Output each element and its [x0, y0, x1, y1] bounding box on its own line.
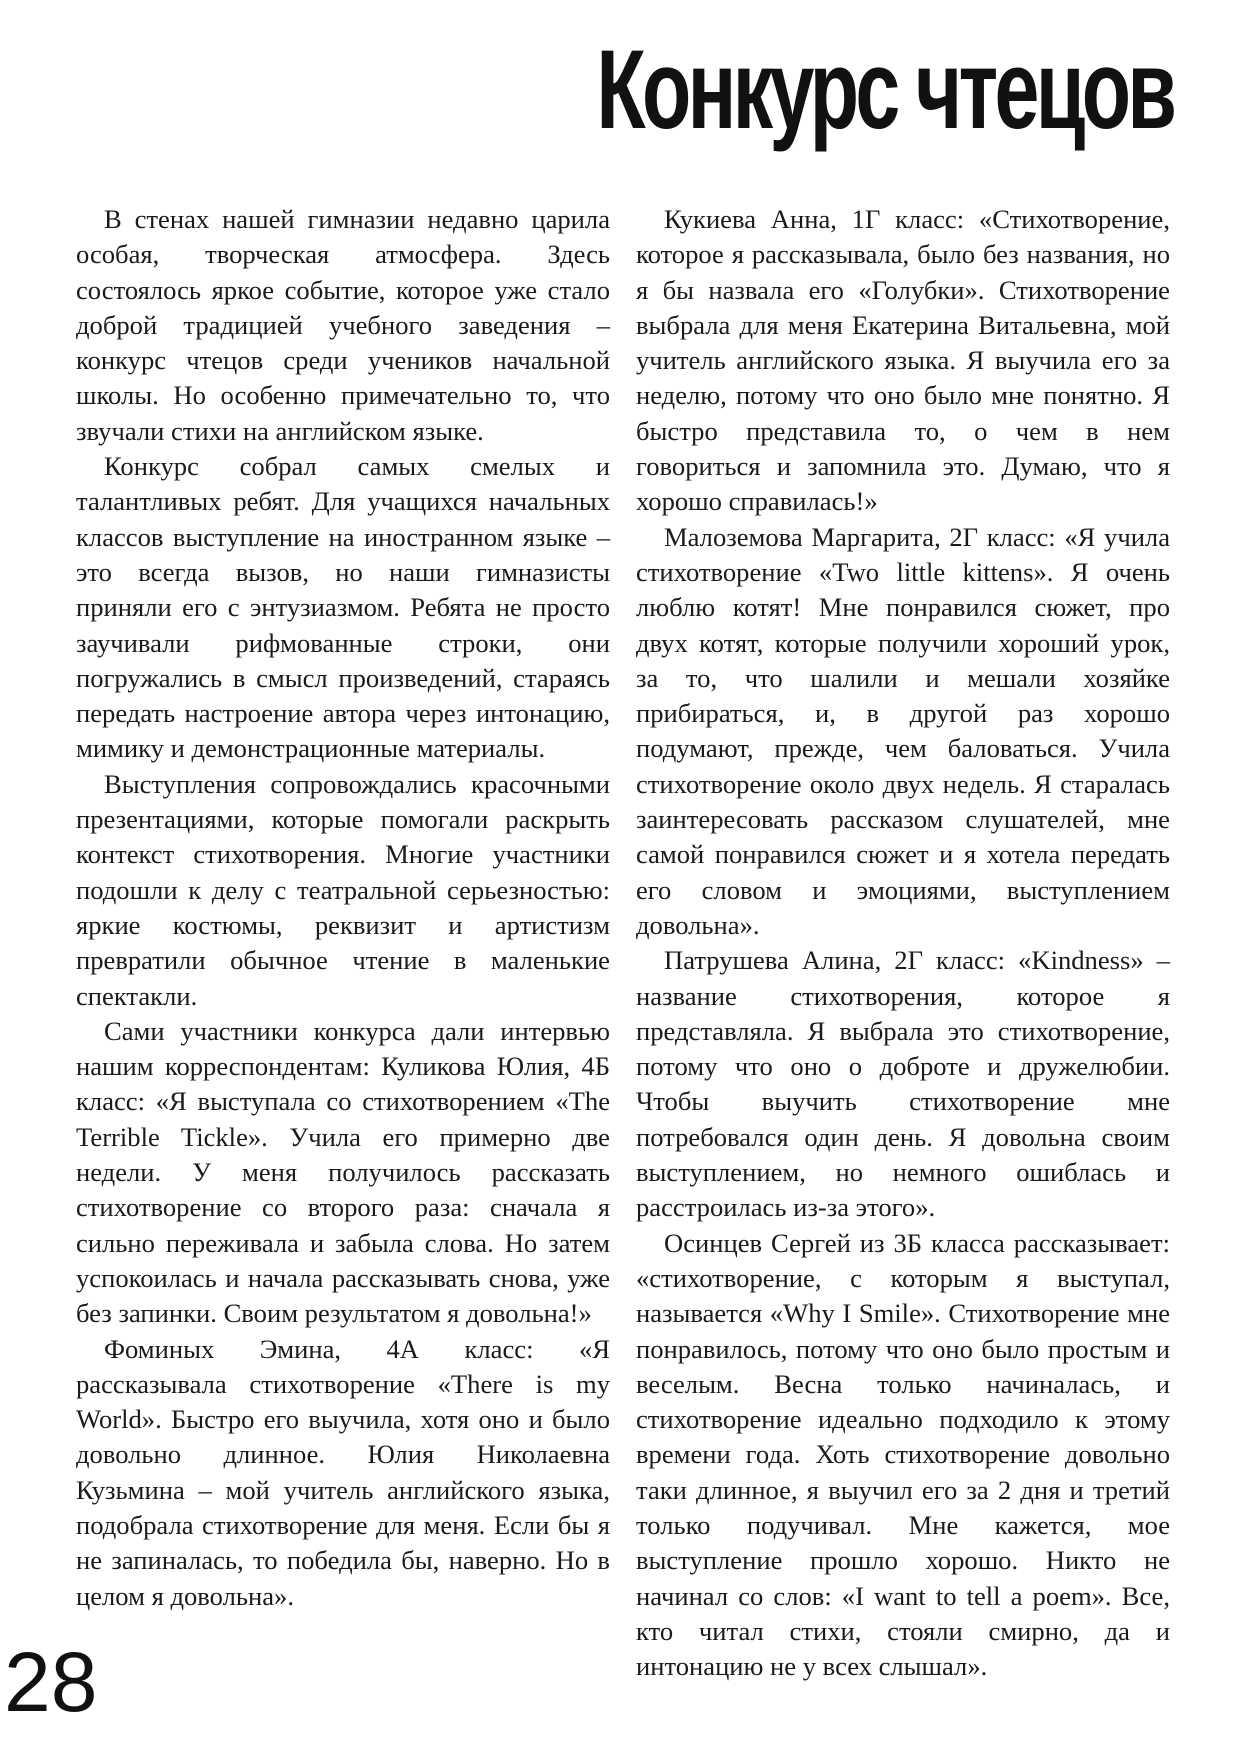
article-title: Конкурс чтецов — [595, 27, 1173, 152]
paragraph: В стенах нашей гимназии недавно царила особая, творческая атмосфера. Здесь состоялось яркое событие, которое уже стало доброй традицией учебного заведения – конкурс чтецов среди учеников начальной школы. Но особенно примечательно то, что звучали стихи на английском языке. — [76, 204, 610, 446]
page-number: 28 — [4, 1635, 98, 1729]
paragraph: Патрушева Алина, 2Г класс: «Kindness» – название стихотворения, которое я представляла. Я выбрала это стихотворение, потому что оно о доброте и дружелюбии. Чтобы выучить стихотворение мне потребовался один день. Я довольна своим выступлением, но немного ошиблась и расстроилась из-за этого». — [636, 945, 1170, 1223]
paragraph: Фоминых Эмина, 4А класс: «Я рассказывала стихотворение «There is my World». Быстро его выучила, хотя оно и было довольно длинное. Юлия Николаевна Кузьмина – мой учитель английского языка, подобрала стихотворение для меня. Если бы я не запиналась, то победила бы, наверно. Но в целом я довольна». — [76, 1333, 610, 1611]
right-column — [636, 202, 1170, 1684]
paragraph: Выступления сопровождались красочными презентациями, которые помогали раскрыть контекст стихотворения. Многие участники подошли к делу с театральной серьезностью: яркие костюмы, реквизит и артистизм превратили обычное чтение в маленькие спектакли. — [76, 768, 610, 1011]
paragraph: Конкурс собрал самых смелых и талантливых ребят. Для учащихся начальных классов выступление на иностранном языке – это всегда вызов, но наши гимназисты приняли его с энтузиазмом. Ребята не просто заучивали рифмованные строки, они погружались в смысл произведений, стараясь передать настроение автора через интонацию, мимику и демонстрационные материалы. — [76, 451, 610, 764]
paragraph: Осинцев Сергей из 3Б класса рассказывает: «стихотворение, с которым я выступал, называется «Why I Smile». Стихотворение мне понравилось, потому что оно было простым и веселым. Весна только начиналась, и стихотворение идеально подходило к этому времени года. Хоть стихотворение довольно таки длинное, я выучил его за 2 дня и третий только подучивал. Мне кажется, мое выступление прошло хорошо. Никто не начинал со слов: «I want to tell a poem». Все, кто читал стихи, стояли смирно, да и интонацию не у всех слышал». — [636, 1227, 1170, 1682]
paragraph: Сами участники конкурса дали интервью нашим корреспондентам: Куликова Юлия, 4Б класс: «Я выступала со стихотворением «The Terrible Tickle». Учила его примерно две недели. У меня получилось рассказать стихотворение со второго раза: сначала я сильно переживала и забыла слова. Но затем успокоилась и начала рассказывать снова, уже без запинки. Своим результатом я довольна!» — [76, 1015, 610, 1329]
paragraph: Кукиева Анна, 1Г класс: «Стихотворение, которое я рассказывала, было без названия, но я бы назвала его «Голубки». Стихотворение выбрала для меня Екатерина Витальевна, мой учитель английского языка. Я выучила его за неделю, потому что оно было мне понятно. Я быстро представила то, о чем в нем говориться и запомнила это. Думаю, что я хорошо справилась!» — [636, 204, 1170, 517]
paragraph: Малоземова Маргарита, 2Г класс: «Я учила стихотворение «Two little kittens». Я очень люблю котят! Мне понравился сюжет, про двух котят, которые получили хороший урок, за то, что шалили и мешали хозяйке прибираться, и, в другой раз хорошо подумают, прежде, чем баловаться. Учила стихотворение около двух недель. Я старалась заинтересовать рассказом слушателей, мне самой понравился сюжет и я хотела передать его словом и эмоциями, выступлением довольна». — [636, 521, 1170, 940]
left-column — [76, 202, 610, 1614]
